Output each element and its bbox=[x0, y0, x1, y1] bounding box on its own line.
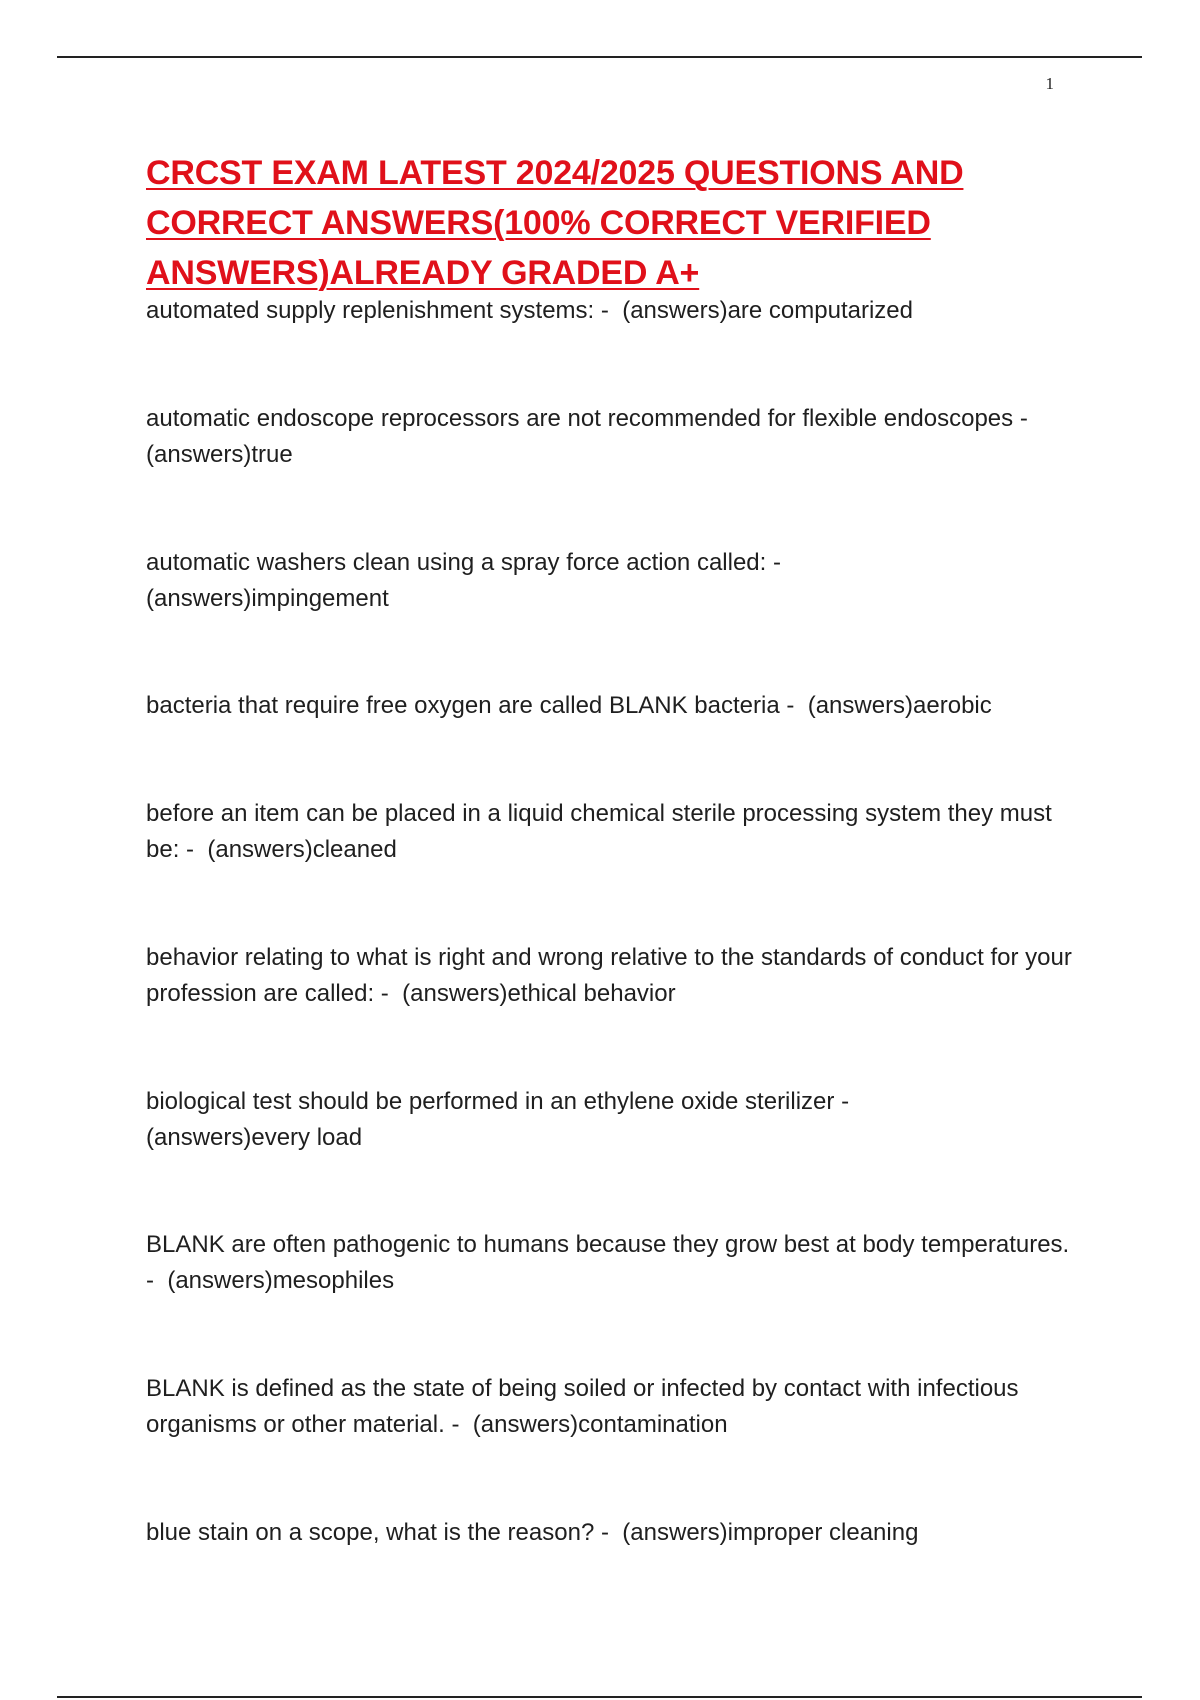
question-text: bacteria that require free oxygen are called BLANK bacteria - bbox=[146, 692, 802, 719]
answer-text: (answers)true bbox=[146, 405, 1042, 468]
answer-text: (answers)contamination bbox=[466, 1411, 728, 1438]
header-rule bbox=[57, 56, 1142, 58]
question-text: biological test should be performed in an ethylene oxide sterilizer - bbox=[146, 1088, 850, 1115]
question-text: automatic washers clean using a spray force action called: - bbox=[146, 549, 781, 576]
qa-item bbox=[146, 1084, 1076, 1156]
answer-text: (answers)impingement bbox=[146, 585, 389, 612]
qa-item bbox=[146, 401, 1076, 473]
document-title: CRCST EXAM LATEST 2024/2025 QUESTIONS AND CORRECT ANSWERS(100% CORRECT VERIFIED ANSWERS)ALREADY GRADED A+ bbox=[146, 154, 964, 292]
qa-item bbox=[146, 1227, 1076, 1299]
question-text: before an item can be placed in a liquid chemical sterile processing system they must be: - bbox=[146, 800, 1052, 863]
answer-text: (answers)improper cleaning bbox=[615, 1519, 919, 1546]
qa-item bbox=[146, 293, 1076, 329]
answer-text: (answers)mesophiles bbox=[160, 1267, 395, 1294]
question-text: behavior relating to what is right and wrong relative to the standards of conduct for your profession are called: - bbox=[146, 944, 1072, 1007]
qa-item bbox=[146, 796, 1076, 868]
page-number: 1 bbox=[1045, 74, 1054, 93]
answer-text: (answers)ethical behavior bbox=[395, 980, 676, 1007]
answer-text: (answers)are computarized bbox=[615, 297, 913, 324]
answer-text: (answers)every load bbox=[146, 1124, 363, 1151]
question-text: BLANK are often pathogenic to humans because they grow best at body temperatures. - bbox=[146, 1231, 1070, 1294]
footer-rule bbox=[57, 1696, 1142, 1698]
qa-item bbox=[146, 688, 1076, 724]
question-text: blue stain on a scope, what is the reason? - bbox=[146, 1519, 616, 1546]
qa-item bbox=[146, 545, 1076, 617]
question-text: BLANK is defined as the state of being soiled or infected by contact with infectious organisms or other material. - bbox=[146, 1375, 1019, 1438]
question-text: automated supply replenishment systems: - bbox=[146, 297, 616, 324]
question-text: automatic endoscope reprocessors are not recommended for flexible endoscopes - bbox=[146, 405, 1035, 432]
answer-text: (answers)aerobic bbox=[801, 692, 992, 719]
qa-item bbox=[146, 1371, 1076, 1443]
answer-text: (answers)cleaned bbox=[200, 836, 397, 863]
qa-item bbox=[146, 940, 1076, 1012]
qa-item bbox=[146, 1515, 1076, 1551]
